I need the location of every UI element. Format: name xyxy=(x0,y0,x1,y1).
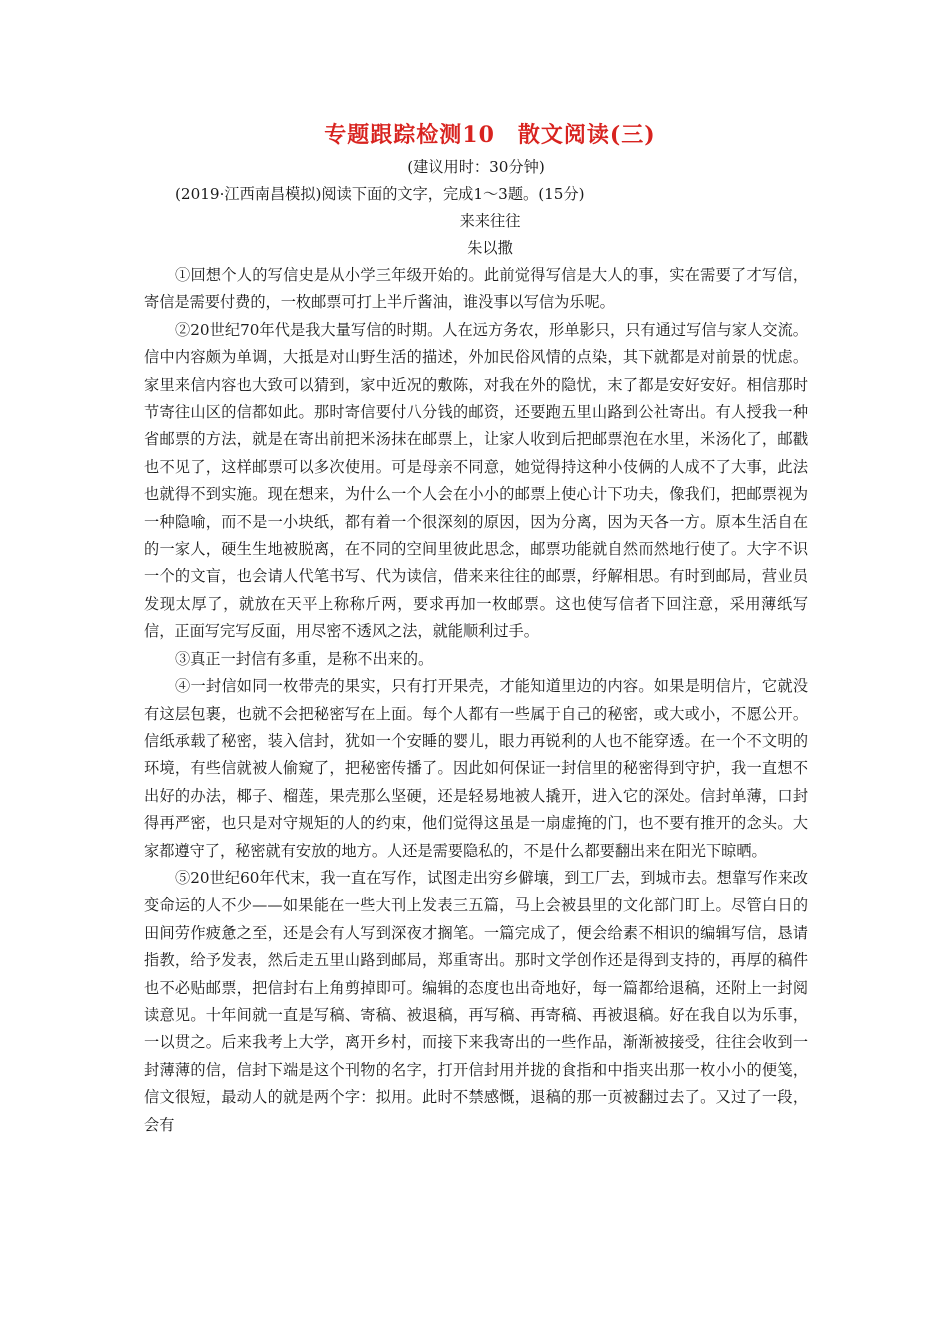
document-page xyxy=(144,118,808,1139)
paragraph-3: ③真正一封信有多重，是称不出来的。 xyxy=(175,649,434,668)
question-source: (2019·江西南昌模拟)阅读下面的文字，完成1～3题。(15分) xyxy=(175,185,585,203)
article-title: 来来往往 xyxy=(459,212,521,230)
paragraph-4: ④一封信如同一枚带壳的果实，只有打开果壳，才能知道里边的内容。如果是明信片，它就没有这层包裹，也就不会把秘密写在上面。每个人都有一些属于自己的秘密，或大或小，不愿公开。信纸承载了秘密，装入信封，犹如一个安睡的婴儿，眼力再锐利的人也不能穿透。在一个不文明的环境，有些信就被人偷窥了，把秘密传播了。因此如何保证一封信里的秘密得到守护，我一直想不出好的办法，椰子、榴莲，果壳那么坚硬，还是轻易地被人撬开，进入它的深处。信封单薄，口封得再严密，也只是对守规矩的人的约束，他们觉得这虽是一扇虚掩的门，也不要有推开的念头。大家都遵守了，秘密就有安放的地方。人还是需要隐私的，不是什么都要翻出来在阳光下晾晒。 xyxy=(144,677,808,860)
paragraph-5: ⑤20世纪60年代末，我一直在写作，试图走出穷乡僻壤，到工厂去，到城市去。想靠写作来改变命运的人不少——如果能在一些大刊上发表三五篇，马上会被县里的文化部门盯上。尽管白日的田间劳作疲惫之至，还是会有人写到深夜才搁笔。一篇完成了，便会给素不相识的编辑写信，恳请指教，给予发表，然后走五里山路到邮局，郑重寄出。那时文学创作还是得到支持的，再厚的稿件也不必贴邮票，把信封右上角剪掉即可。编辑的态度也出奇地好，每一篇都给退稿，还附上一封阅读意见。十年间就一直是写稿、寄稿、被退稿，再写稿、再寄稿、再被退稿。好在我自以为乐事，一以贯之。后来我考上大学，离开乡村，而接下来我寄出的一些作品，渐渐被接受，往往会收到一封薄薄的信，信封下端是这个刊物的名字，打开信封用并拢的食指和中指夹出那一枚小小的便笺，信文很短，最动人的就是两个字：拟用。此时不禁感慨，退稿的那一页被翻过去了。又过了一段，会有 xyxy=(144,868,808,1134)
article-author: 朱以撒 xyxy=(467,239,513,257)
paragraph-1: ①回想个人的写信史是从小学三年级开始的。此前觉得写信是大人的事，实在需要了才写信，寄信是需要付费的，一枚邮票可打上半斤酱油，谁没事以写信为乐呢。 xyxy=(144,266,808,312)
document-title: 专题跟踪检测10 散文阅读(三) xyxy=(324,122,656,148)
paragraph-2: ②20世纪70年代是我大量写信的时期。人在远方务农，形单影只，只有通过写信与家人交流。信中内容颇为单调，大抵是对山野生活的描述，外加民俗风情的点染，其下就都是对前景的忧虑。家里来信内容也大致可以猜到，家中近况的敷陈，对我在外的隐忧，末了都是安好安好。相信那时节寄往山区的信都如此。那时寄信要付八分钱的邮资，还要跑五里山路到公社寄出。有人授我一种省邮票的方法，就是在寄出前把米汤抹在邮票上，让家人收到后把邮票泡在水里，米汤化了，邮戳也不见了，这样邮票可以多次使用。可是母亲不同意，她觉得持这种小伎俩的人成不了大事，此法也就得不到实施。现在想来，为什么一个人会在小小的邮票上使心计下功夫，像我们，把邮票视为一种隐喻，而不是一小块纸，都有着一个很深刻的原因，因为分离，因为天各一方。原本生活自在的一家人，硬生生地被脱离，在不同的空间里彼此思念，邮票功能就自然而然地行使了。大字不识一个的文盲，也会请人代笔书写、代为读信，借来来往往的邮票，纾解相思。有时到邮局，营业员发现太厚了，就放在天平上称称斤两，要求再加一枚邮票。这也使写信者下回注意，采用薄纸写信，正面写完写反面，用尽密不透风之法，就能顺利过手。 xyxy=(144,320,808,641)
suggested-time: (建议用时：30分钟) xyxy=(407,158,545,176)
